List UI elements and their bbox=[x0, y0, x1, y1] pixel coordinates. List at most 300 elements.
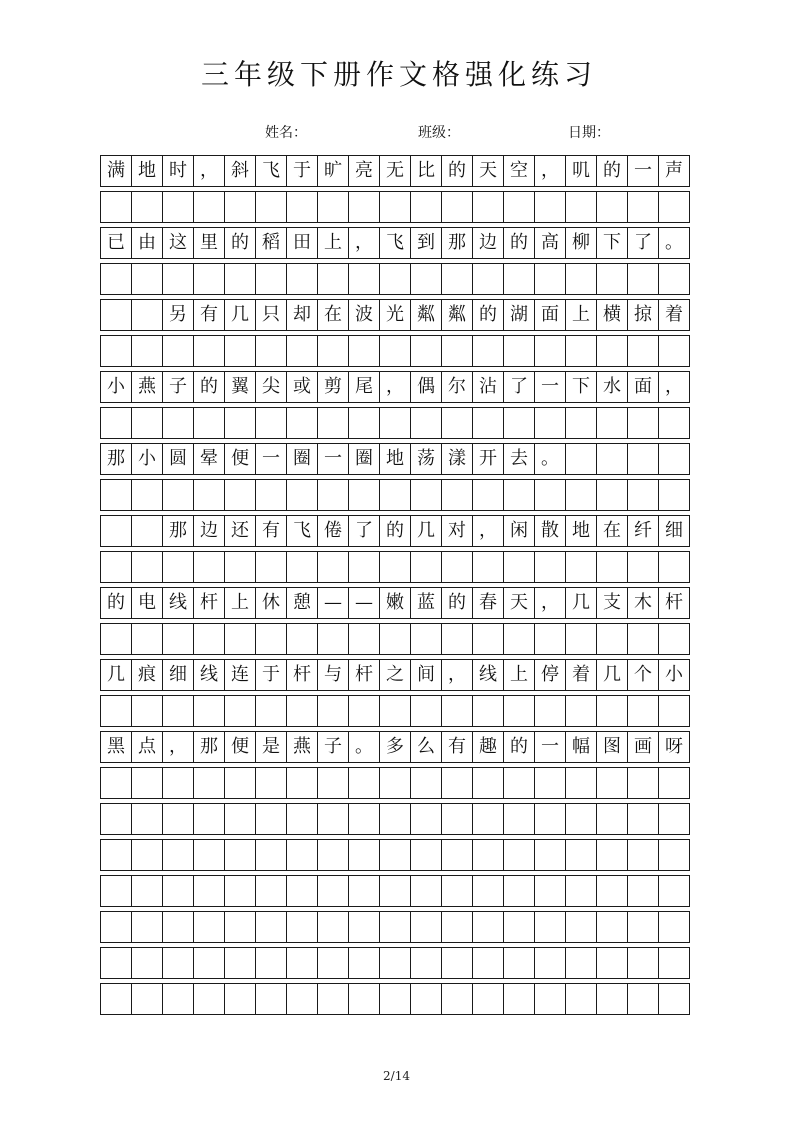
class-field-label: 班级： bbox=[418, 125, 460, 141]
grid-cell: 面 bbox=[534, 299, 566, 331]
grid-cell bbox=[627, 911, 659, 943]
grid-cell: 木 bbox=[627, 587, 659, 619]
grid-cell bbox=[379, 407, 411, 439]
grid-cell bbox=[224, 479, 256, 511]
grid-cell bbox=[317, 695, 349, 727]
grid-cell: 天 bbox=[503, 587, 535, 619]
grid-cell bbox=[131, 551, 163, 583]
grid-cell: 杆 bbox=[286, 659, 318, 691]
grid-cell bbox=[348, 263, 380, 295]
grid-cell: 叽 bbox=[565, 155, 597, 187]
grid-cell bbox=[534, 983, 566, 1015]
name-field-label: 姓名： bbox=[265, 125, 307, 141]
grid-cell: 多 bbox=[379, 731, 411, 763]
grid-cell bbox=[255, 875, 287, 907]
grid-cell: 只 bbox=[255, 299, 287, 331]
grid-cell: — bbox=[317, 587, 349, 619]
grid-cell bbox=[503, 911, 535, 943]
grid-cell bbox=[131, 875, 163, 907]
grid-cell: 细 bbox=[658, 515, 690, 547]
grid-cell: 波 bbox=[348, 299, 380, 331]
grid-cell bbox=[534, 191, 566, 223]
grid-cell: 几 bbox=[596, 659, 628, 691]
grid-cell bbox=[100, 839, 132, 871]
grid-cell bbox=[596, 479, 628, 511]
grid-cell: 那 bbox=[100, 443, 132, 475]
grid-cell bbox=[503, 803, 535, 835]
grid-cell bbox=[410, 263, 442, 295]
grid-cell bbox=[596, 983, 628, 1015]
grid-cell bbox=[565, 875, 597, 907]
grid-cell bbox=[379, 875, 411, 907]
grid-cell: 下 bbox=[596, 227, 628, 259]
grid-cell: 便 bbox=[224, 443, 256, 475]
grid-cell bbox=[596, 443, 628, 475]
writing-grid bbox=[100, 155, 690, 1015]
grid-cell bbox=[100, 623, 132, 655]
grid-cell: 一 bbox=[534, 731, 566, 763]
grid-cell bbox=[286, 407, 318, 439]
grid-cell bbox=[658, 263, 690, 295]
grid-row bbox=[100, 443, 690, 475]
grid-cell bbox=[472, 335, 504, 367]
grid-cell: 支 bbox=[596, 587, 628, 619]
grid-cell bbox=[565, 191, 597, 223]
grid-cell bbox=[131, 407, 163, 439]
grid-cell: — bbox=[348, 587, 380, 619]
grid-cell bbox=[627, 695, 659, 727]
grid-cell bbox=[658, 839, 690, 871]
grid-cell bbox=[162, 479, 194, 511]
grid-cell bbox=[627, 443, 659, 475]
grid-cell: 或 bbox=[286, 371, 318, 403]
grid-cell bbox=[100, 407, 132, 439]
grid-cell bbox=[286, 947, 318, 979]
grid-cell: 空 bbox=[503, 155, 535, 187]
grid-cell bbox=[193, 767, 225, 799]
grid-cell: 圆 bbox=[162, 443, 194, 475]
grid-cell: 于 bbox=[255, 659, 287, 691]
grid-cell bbox=[410, 551, 442, 583]
grid-cell bbox=[131, 767, 163, 799]
grid-cell bbox=[658, 911, 690, 943]
grid-cell bbox=[286, 803, 318, 835]
grid-cell bbox=[441, 767, 473, 799]
grid-cell: 燕 bbox=[131, 371, 163, 403]
grid-cell bbox=[162, 911, 194, 943]
grid-cell bbox=[565, 767, 597, 799]
grid-cell bbox=[503, 623, 535, 655]
grid-cell bbox=[658, 191, 690, 223]
grid-row bbox=[100, 371, 690, 403]
grid-cell bbox=[348, 407, 380, 439]
grid-cell bbox=[565, 479, 597, 511]
grid-cell bbox=[410, 911, 442, 943]
grid-cell bbox=[534, 623, 566, 655]
grid-cell bbox=[100, 191, 132, 223]
grid-cell bbox=[286, 191, 318, 223]
grid-cell bbox=[565, 443, 597, 475]
grid-cell bbox=[100, 803, 132, 835]
grid-cell bbox=[317, 911, 349, 943]
grid-cell bbox=[565, 983, 597, 1015]
grid-cell: 之 bbox=[379, 659, 411, 691]
grid-cell bbox=[255, 263, 287, 295]
grid-cell bbox=[224, 551, 256, 583]
grid-cell bbox=[534, 335, 566, 367]
grid-row bbox=[100, 551, 690, 583]
grid-cell bbox=[410, 767, 442, 799]
grid-cell: 横 bbox=[596, 299, 628, 331]
grid-cell: 闲 bbox=[503, 515, 535, 547]
grid-cell: 一 bbox=[317, 443, 349, 475]
grid-cell: 里 bbox=[193, 227, 225, 259]
grid-row bbox=[100, 263, 690, 295]
grid-cell bbox=[534, 479, 566, 511]
grid-cell bbox=[131, 515, 163, 547]
grid-cell: 斜 bbox=[224, 155, 256, 187]
grid-cell bbox=[224, 839, 256, 871]
grid-cell bbox=[658, 947, 690, 979]
grid-row bbox=[100, 983, 690, 1015]
grid-cell bbox=[565, 911, 597, 943]
grid-cell: 子 bbox=[162, 371, 194, 403]
grid-cell bbox=[317, 551, 349, 583]
grid-cell bbox=[503, 335, 535, 367]
grid-cell bbox=[565, 551, 597, 583]
grid-cell: 地 bbox=[379, 443, 411, 475]
grid-cell bbox=[472, 191, 504, 223]
grid-cell: 却 bbox=[286, 299, 318, 331]
grid-cell bbox=[348, 947, 380, 979]
grid-cell bbox=[193, 947, 225, 979]
grid-cell bbox=[131, 623, 163, 655]
grid-cell: 的 bbox=[503, 731, 535, 763]
grid-cell bbox=[224, 407, 256, 439]
grid-cell: 有 bbox=[193, 299, 225, 331]
grid-cell bbox=[286, 767, 318, 799]
grid-cell: 燕 bbox=[286, 731, 318, 763]
grid-cell bbox=[658, 983, 690, 1015]
grid-cell bbox=[224, 695, 256, 727]
grid-cell: 一 bbox=[627, 155, 659, 187]
grid-cell: 纤 bbox=[627, 515, 659, 547]
grid-cell: 粼 bbox=[410, 299, 442, 331]
grid-cell bbox=[286, 911, 318, 943]
grid-cell: 小 bbox=[100, 371, 132, 403]
grid-cell bbox=[596, 839, 628, 871]
grid-cell: 时 bbox=[162, 155, 194, 187]
grid-cell bbox=[627, 191, 659, 223]
grid-cell bbox=[472, 623, 504, 655]
grid-cell bbox=[162, 947, 194, 979]
grid-cell bbox=[410, 803, 442, 835]
grid-cell bbox=[100, 767, 132, 799]
grid-cell bbox=[472, 767, 504, 799]
grid-cell: 么 bbox=[410, 731, 442, 763]
grid-cell: 的 bbox=[503, 227, 535, 259]
grid-row bbox=[100, 155, 690, 187]
grid-cell bbox=[596, 263, 628, 295]
grid-cell bbox=[627, 803, 659, 835]
grid-cell bbox=[224, 623, 256, 655]
grid-cell: 到 bbox=[410, 227, 442, 259]
grid-cell bbox=[348, 983, 380, 1015]
grid-cell bbox=[131, 839, 163, 871]
grid-cell bbox=[472, 839, 504, 871]
grid-cell bbox=[596, 947, 628, 979]
grid-cell: 天 bbox=[472, 155, 504, 187]
grid-cell: 一 bbox=[255, 443, 287, 475]
grid-cell bbox=[565, 695, 597, 727]
grid-cell bbox=[658, 623, 690, 655]
grid-cell: 下 bbox=[565, 371, 597, 403]
grid-cell bbox=[534, 551, 566, 583]
grid-cell bbox=[534, 911, 566, 943]
grid-cell bbox=[348, 911, 380, 943]
grid-cell: 湖 bbox=[503, 299, 535, 331]
grid-cell bbox=[658, 407, 690, 439]
grid-cell: 子 bbox=[317, 731, 349, 763]
grid-cell bbox=[100, 551, 132, 583]
grid-cell: 与 bbox=[317, 659, 349, 691]
grid-cell: 粼 bbox=[441, 299, 473, 331]
grid-cell: 。 bbox=[534, 443, 566, 475]
grid-cell: ， bbox=[193, 155, 225, 187]
grid-cell bbox=[100, 299, 132, 331]
grid-cell: 杆 bbox=[658, 587, 690, 619]
grid-cell bbox=[627, 947, 659, 979]
grid-cell bbox=[255, 335, 287, 367]
grid-cell: 掠 bbox=[627, 299, 659, 331]
grid-cell bbox=[131, 335, 163, 367]
grid-cell bbox=[162, 803, 194, 835]
grid-cell bbox=[255, 623, 287, 655]
grid-cell bbox=[379, 695, 411, 727]
grid-cell bbox=[503, 191, 535, 223]
grid-cell: 在 bbox=[596, 515, 628, 547]
grid-cell bbox=[534, 803, 566, 835]
grid-cell bbox=[224, 263, 256, 295]
grid-cell bbox=[100, 335, 132, 367]
grid-cell bbox=[596, 767, 628, 799]
grid-cell bbox=[596, 911, 628, 943]
grid-cell: 趣 bbox=[472, 731, 504, 763]
grid-cell: ， bbox=[658, 371, 690, 403]
grid-cell bbox=[348, 839, 380, 871]
grid-cell: 个 bbox=[627, 659, 659, 691]
grid-cell bbox=[317, 875, 349, 907]
grid-cell bbox=[348, 875, 380, 907]
grid-cell bbox=[441, 407, 473, 439]
grid-cell bbox=[162, 695, 194, 727]
grid-row bbox=[100, 335, 690, 367]
grid-cell bbox=[596, 335, 628, 367]
grid-cell bbox=[410, 335, 442, 367]
grid-cell: 尔 bbox=[441, 371, 473, 403]
grid-cell: 高 bbox=[534, 227, 566, 259]
grid-cell: 的 bbox=[224, 227, 256, 259]
grid-cell: ， bbox=[162, 731, 194, 763]
grid-cell bbox=[658, 479, 690, 511]
grid-cell bbox=[317, 479, 349, 511]
grid-cell bbox=[503, 551, 535, 583]
grid-cell: 上 bbox=[224, 587, 256, 619]
grid-cell bbox=[596, 551, 628, 583]
grid-cell bbox=[379, 335, 411, 367]
grid-cell: 由 bbox=[131, 227, 163, 259]
grid-cell bbox=[100, 515, 132, 547]
grid-cell bbox=[317, 623, 349, 655]
grid-cell: 在 bbox=[317, 299, 349, 331]
grid-cell bbox=[317, 767, 349, 799]
grid-cell bbox=[503, 479, 535, 511]
grid-cell bbox=[441, 551, 473, 583]
grid-row bbox=[100, 227, 690, 259]
grid-row bbox=[100, 479, 690, 511]
grid-row bbox=[100, 875, 690, 907]
grid-cell bbox=[441, 263, 473, 295]
grid-cell bbox=[441, 839, 473, 871]
grid-cell: 边 bbox=[193, 515, 225, 547]
grid-cell bbox=[317, 191, 349, 223]
grid-cell: 那 bbox=[193, 731, 225, 763]
grid-cell: 的 bbox=[100, 587, 132, 619]
grid-cell bbox=[410, 191, 442, 223]
grid-cell bbox=[503, 263, 535, 295]
grid-cell bbox=[503, 839, 535, 871]
grid-cell: ， bbox=[379, 371, 411, 403]
grid-cell: 已 bbox=[100, 227, 132, 259]
grid-cell bbox=[658, 443, 690, 475]
grid-cell bbox=[503, 767, 535, 799]
grid-cell: 对 bbox=[441, 515, 473, 547]
grid-cell bbox=[193, 695, 225, 727]
grid-cell: 边 bbox=[472, 227, 504, 259]
grid-cell bbox=[441, 623, 473, 655]
grid-cell bbox=[658, 695, 690, 727]
grid-cell bbox=[286, 695, 318, 727]
grid-cell: 画 bbox=[627, 731, 659, 763]
grid-cell bbox=[379, 839, 411, 871]
grid-cell bbox=[131, 695, 163, 727]
grid-cell bbox=[410, 839, 442, 871]
grid-cell bbox=[379, 263, 411, 295]
grid-cell: 另 bbox=[162, 299, 194, 331]
grid-cell bbox=[441, 479, 473, 511]
grid-cell bbox=[348, 479, 380, 511]
grid-cell bbox=[286, 839, 318, 871]
grid-cell bbox=[255, 839, 287, 871]
grid-cell bbox=[255, 407, 287, 439]
grid-cell bbox=[255, 983, 287, 1015]
grid-cell bbox=[658, 551, 690, 583]
grid-cell bbox=[472, 803, 504, 835]
grid-cell bbox=[627, 983, 659, 1015]
grid-cell bbox=[286, 875, 318, 907]
grid-cell bbox=[131, 263, 163, 295]
grid-cell: 满 bbox=[100, 155, 132, 187]
grid-cell bbox=[255, 695, 287, 727]
grid-row bbox=[100, 947, 690, 979]
grid-cell bbox=[348, 551, 380, 583]
grid-cell: 光 bbox=[379, 299, 411, 331]
grid-cell bbox=[503, 407, 535, 439]
grid-cell bbox=[627, 263, 659, 295]
grid-cell bbox=[193, 263, 225, 295]
grid-cell bbox=[503, 695, 535, 727]
grid-cell: 上 bbox=[565, 299, 597, 331]
grid-cell bbox=[131, 803, 163, 835]
grid-cell: 稻 bbox=[255, 227, 287, 259]
grid-cell bbox=[379, 551, 411, 583]
grid-cell: 圈 bbox=[286, 443, 318, 475]
grid-cell bbox=[441, 335, 473, 367]
grid-cell bbox=[224, 335, 256, 367]
grid-cell: 尖 bbox=[255, 371, 287, 403]
grid-cell bbox=[658, 875, 690, 907]
grid-cell: ， bbox=[472, 515, 504, 547]
grid-cell bbox=[255, 767, 287, 799]
grid-cell bbox=[224, 983, 256, 1015]
grid-cell: ， bbox=[534, 587, 566, 619]
grid-cell bbox=[348, 767, 380, 799]
grid-cell bbox=[565, 839, 597, 871]
grid-cell bbox=[348, 803, 380, 835]
grid-cell: 几 bbox=[565, 587, 597, 619]
grid-cell: 无 bbox=[379, 155, 411, 187]
grid-cell bbox=[503, 947, 535, 979]
grid-cell: 图 bbox=[596, 731, 628, 763]
grid-cell: 杆 bbox=[193, 587, 225, 619]
grid-cell bbox=[596, 803, 628, 835]
grid-cell: 这 bbox=[162, 227, 194, 259]
grid-cell: 上 bbox=[317, 227, 349, 259]
grid-cell bbox=[100, 947, 132, 979]
grid-cell bbox=[317, 407, 349, 439]
grid-cell bbox=[162, 983, 194, 1015]
grid-cell bbox=[410, 623, 442, 655]
grid-cell bbox=[596, 407, 628, 439]
grid-cell bbox=[596, 695, 628, 727]
grid-cell bbox=[410, 479, 442, 511]
grid-cell bbox=[534, 947, 566, 979]
grid-cell bbox=[596, 623, 628, 655]
grid-cell: 晕 bbox=[193, 443, 225, 475]
grid-cell bbox=[286, 623, 318, 655]
grid-cell bbox=[565, 263, 597, 295]
grid-cell bbox=[224, 947, 256, 979]
grid-cell bbox=[627, 551, 659, 583]
grid-cell: 亮 bbox=[348, 155, 380, 187]
grid-cell bbox=[193, 803, 225, 835]
grid-cell bbox=[100, 983, 132, 1015]
grid-cell bbox=[472, 695, 504, 727]
grid-cell bbox=[131, 479, 163, 511]
grid-cell bbox=[286, 335, 318, 367]
grid-cell bbox=[472, 983, 504, 1015]
grid-cell: 荡 bbox=[410, 443, 442, 475]
grid-cell bbox=[534, 767, 566, 799]
grid-cell: 面 bbox=[627, 371, 659, 403]
grid-cell: 线 bbox=[472, 659, 504, 691]
page-number: 2/14 bbox=[383, 1069, 410, 1083]
grid-cell bbox=[410, 695, 442, 727]
grid-cell bbox=[627, 767, 659, 799]
grid-cell bbox=[286, 263, 318, 295]
grid-cell: 田 bbox=[286, 227, 318, 259]
grid-cell: 散 bbox=[534, 515, 566, 547]
